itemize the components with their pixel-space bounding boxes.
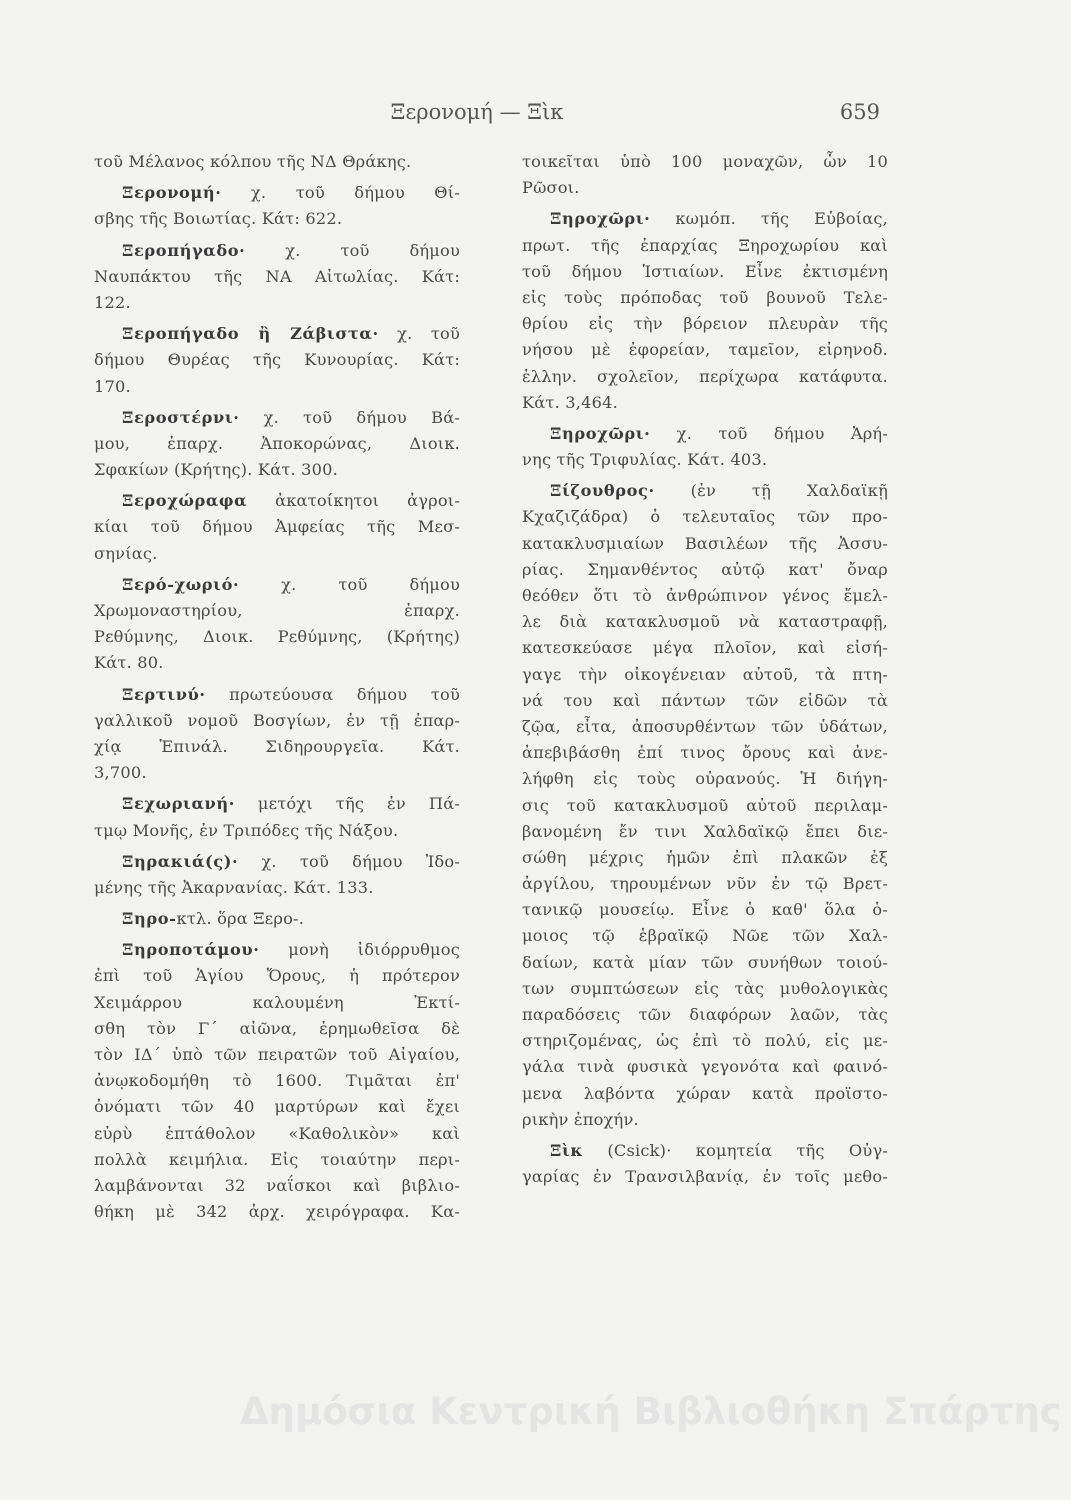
running-header: Ξερονομή — Ξὶκ: [390, 100, 564, 124]
text-line: [522, 285, 888, 311]
text-line: [522, 390, 888, 416]
line-text: 3,700.: [94, 763, 147, 783]
line-text: κίαι τοῦ δήμου Ἀμφείας τῆς Μεσ-: [94, 517, 460, 537]
entry-first-line: [94, 488, 460, 514]
line-text: ὀνόματι τῶν 40 μαρτύρων καὶ ἔχει: [94, 1097, 460, 1117]
line-text: ἀνῳκοδομήθη τὸ 1600. Τιμᾶται ἐπ': [94, 1071, 460, 1091]
line-text: Σφακίων (Κρήτης). Κάτ. 300.: [94, 460, 339, 480]
line-text: τὸν ΙΔ΄ ὑπὸ τῶν πειρατῶν τοῦ Αἰγαίου,: [94, 1045, 460, 1064]
text-line: [94, 347, 460, 373]
line-text: νήσου μὲ ἐφορείαν, ταμεῖον, εἰρηνοδ.: [522, 340, 888, 360]
text-line: [522, 662, 888, 688]
text-line: [522, 531, 888, 557]
line-text: ἐπὶ τοῦ Ἁγίου Ὄρους, ἡ πρότερον: [94, 966, 460, 986]
line-text: γάλα τινὰ φυσικὰ γεγονότα καὶ φαινό-: [522, 1057, 888, 1077]
line-text: Κάτ. 3,464.: [522, 392, 618, 412]
text-line: [94, 206, 460, 232]
entry-first-line: [94, 405, 460, 431]
line-text: ἀπεβιβάσθη ἐπί τινος ὄρους καὶ ἀνε-: [522, 743, 888, 763]
text-line: [94, 374, 460, 400]
line-text: μοιος τῷ ἑβραϊκῷ Νῶε τῶν Χαλ-: [522, 926, 888, 946]
text-line: [522, 766, 888, 792]
text-line: [94, 1173, 460, 1199]
text-line: [522, 583, 888, 609]
line-text: κτλ. ὅρα Ξερο-.: [176, 909, 305, 929]
text-line: [522, 1107, 888, 1133]
text-line: [522, 364, 888, 390]
text-line: [522, 923, 888, 949]
entry-headword: Ξηροχῶρι·: [550, 423, 651, 443]
line-text: χ. τοῦ δήμου Ἰδο-: [238, 851, 460, 871]
entry-headword: Ξερονομή·: [122, 183, 222, 203]
text-line: [94, 1147, 460, 1173]
text-line: [522, 740, 888, 766]
text-line: [522, 1054, 888, 1080]
entry-headword: Ξὶκ: [550, 1140, 584, 1160]
line-text: χ. τοῦ δήμου Βά-: [239, 407, 460, 427]
text-line: [522, 871, 888, 897]
text-line: [94, 990, 460, 1016]
text-line: [522, 1164, 888, 1190]
line-text: χ. τοῦ δήμου Θί-: [221, 183, 460, 203]
line-text: σώθη μέχρις ἡμῶν ἐπὶ πλακῶν ἐξ: [522, 847, 888, 867]
line-text: μου, ἐπαρχ. Ἀποκορώνας, Διοικ.: [94, 433, 460, 453]
page-number: 659: [839, 100, 880, 124]
entry-headword: Ξηροποτάμου·: [122, 940, 260, 960]
line-text: τοικεῖται ὑπὸ 100 μοναχῶν, ὧν 10: [522, 152, 888, 171]
entry-first-line: [94, 180, 460, 206]
text-line: [94, 963, 460, 989]
line-text: δαίων, κατὰ μίαν τῶν συνήθων τοιού-: [522, 952, 888, 972]
text-line: [94, 818, 460, 844]
line-text: πολλὰ κειμήλια. Εἰς τοιαύτην περι-: [94, 1149, 460, 1169]
entry-headword: Ξεχωριανή·: [122, 794, 235, 814]
line-text: χ. τοῦ δήμου: [239, 574, 460, 594]
entry-headword: Ξηρακιά(ς)·: [122, 851, 239, 871]
line-text: εὐρὺ ἑπτάθολον «Καθολικὸν» καὶ: [94, 1123, 460, 1143]
text-line: [94, 264, 460, 290]
text-line: [94, 1016, 460, 1042]
entry-headword: Ξεροπήγαδο·: [122, 240, 246, 260]
line-text: Κχαζιζάδρα) ὁ τελευταῖος τῶν προ-: [522, 507, 888, 527]
text-line: [94, 1199, 460, 1225]
entry-first-line: [522, 206, 888, 232]
entry-first-line: [94, 682, 460, 708]
line-text: χ. τοῦ: [378, 324, 460, 344]
line-text: Ρεθύμνης, Διοικ. Ρεθύμνης, (Κρήτης): [94, 627, 460, 647]
text-line: [522, 897, 888, 923]
line-text: στηριζομένας, ὡς ἐπὶ τὸ πολύ, εἰς με-: [522, 1031, 888, 1051]
line-text: κωμόπ. τῆς Εὐβοίας,: [650, 209, 888, 229]
line-text: γαρίας ἐν Τρανσιλβανίᾳ, ἐν τοῖς μεθο-: [522, 1167, 888, 1187]
line-text: χ. τοῦ δήμου Ἀρή-: [650, 423, 888, 443]
line-text: μονὴ ἰδιόρρυθμος: [259, 940, 460, 960]
text-line: [94, 457, 460, 483]
entry-first-line: [94, 321, 460, 347]
entry-headword: Ξηροχῶρι·: [550, 209, 651, 229]
text-line: [522, 447, 888, 473]
entry-headword: Ξερό-χωριό·: [122, 574, 240, 594]
line-text: 170.: [94, 376, 131, 396]
entry-first-line: [94, 906, 460, 932]
text-line: [522, 337, 888, 363]
text-line: [94, 1094, 460, 1120]
text-line: [94, 598, 460, 624]
text-line: [522, 311, 888, 337]
line-text: παραδόσεις τῶν διαφόρων λαῶν, τὰς: [522, 1005, 888, 1024]
entry-first-line: [94, 849, 460, 875]
line-text: σθη τὸν Γ΄ αἰῶνα, ἐρημωθεῖσα δὲ: [94, 1018, 460, 1038]
text-line: [94, 650, 460, 676]
entry-first-line: [522, 421, 888, 447]
text-line: [522, 504, 888, 530]
line-text: λαμβάνονται 32 ναΐσκοι καὶ βιβλιο-: [94, 1175, 460, 1195]
line-text: δήμου Θυρέας τῆς Κυνουρίας. Κάτ:: [94, 350, 460, 370]
line-text: Ναυπάκτου τῆς ΝΑ Αἰτωλίας. Κάτ:: [94, 266, 460, 286]
text-line: [94, 290, 460, 316]
line-text: ἑλλην. σχολεῖον, περίχωρα κατάφυτα.: [522, 366, 888, 386]
right-column: [522, 149, 888, 1190]
line-text: κατακλυσμιαίων Βασιλέων τῆς Ἀσσυ-: [522, 533, 888, 553]
line-text: λε διὰ κατακλυσμοῦ νὰ καταστραφῇ,: [522, 612, 888, 632]
text-line: [94, 149, 460, 175]
line-text: τμῳ Μονῆς, ἐν Τριπόδες τῆς Νάξου.: [94, 820, 399, 840]
line-text: εἰς τοὺς πρόποδας τοῦ βουνοῦ Τελε-: [522, 287, 888, 307]
line-text: σβης τῆς Βοιωτίας. Κάτ: 622.: [94, 209, 343, 229]
text-line: [94, 760, 460, 786]
text-line: [522, 609, 888, 635]
line-text: κατεσκεύασε μέγα πλοῖον, καὶ εἰσή-: [522, 638, 888, 658]
text-line: [522, 557, 888, 583]
text-line: [522, 819, 888, 845]
text-line: [522, 950, 888, 976]
entry-headword: Ξηρο-: [122, 909, 177, 929]
line-text: ρίας. Σημανθέντος αὐτῷ κατ' ὄναρ: [522, 559, 888, 579]
line-text: Χειμάρρου καλουμένη Ἐκτί-: [94, 992, 460, 1012]
line-text: πρωτ. τῆς ἐπαρχίας Ξηροχωρίου καὶ: [522, 235, 888, 255]
text-line: [94, 875, 460, 901]
entry-first-line: [522, 1138, 888, 1164]
entry-headword: Ξίζουθρος·: [550, 481, 655, 501]
line-text: θεόθεν ὅτι τὸ ἀνθρώπινον γένος ἔμελ-: [522, 586, 888, 605]
text-line: [522, 714, 888, 740]
left-column: [94, 149, 460, 1225]
entry-first-line: [94, 572, 460, 598]
line-text: νης τῆς Τριφυλίας. Κάτ. 403.: [522, 450, 768, 470]
line-text: σις τοῦ κατακλυσμοῦ αὐτοῦ περιλαμ-: [522, 795, 888, 815]
text-line: [94, 541, 460, 567]
entry-headword: Ξερτινύ·: [122, 684, 206, 704]
line-text: νά του καὶ πάντων τῶν εἰδῶν τὰ: [522, 690, 888, 710]
line-text: ζῷα, εἶτα, ἀποσυρθέντων τῶν ὑδάτων,: [522, 716, 888, 736]
line-text: των συμπτώσεων εἰς τὰς μυθολογικὰς: [522, 978, 888, 998]
line-text: γαλλικοῦ νομοῦ Βοσγίων, ἐν τῇ ἐπαρ-: [94, 710, 460, 730]
text-line: [522, 1002, 888, 1028]
text-line: [522, 149, 888, 175]
line-text: τοῦ δήμου Ἱστιαίων. Εἶνε ἐκτισμένη: [522, 261, 888, 281]
entry-first-line: [94, 238, 460, 264]
text-line: [94, 1068, 460, 1094]
line-text: μενα λαβόντα χώραν κατὰ προϊστο-: [522, 1083, 888, 1103]
entry-first-line: [94, 791, 460, 817]
text-line: [94, 431, 460, 457]
text-line: [522, 635, 888, 661]
text-line: [522, 233, 888, 259]
line-text: πρωτεύουσα δήμου τοῦ: [205, 684, 460, 704]
line-text: ρικὴν ἐποχήν.: [522, 1109, 639, 1129]
line-text: Κάτ. 80.: [94, 653, 164, 673]
entry-headword: Ξεροχώραφα: [122, 491, 248, 511]
text-line: [94, 1042, 460, 1068]
text-line: [522, 1028, 888, 1054]
text-line: [94, 514, 460, 540]
text-line: [522, 688, 888, 714]
text-line: [94, 734, 460, 760]
line-text: τοῦ Μέλανος κόλπου τῆς ΝΔ Θράκης.: [94, 152, 412, 171]
line-text: (Csick)· κομητεία τῆς Οὐγ-: [583, 1140, 888, 1160]
line-text: χ. τοῦ δήμου: [245, 240, 460, 260]
text-line: [522, 793, 888, 819]
entry-first-line: [522, 478, 888, 504]
text-line: [522, 259, 888, 285]
entry-headword: Ξεροστέρνι·: [122, 407, 240, 427]
line-text: τανικῷ μουσείῳ. Εἶνε ὁ καθ' ὅλα ὁ-: [522, 900, 888, 920]
line-text: σηνίας.: [94, 543, 158, 563]
line-text: (ἐν τῇ Χαλδαϊκῇ: [654, 481, 888, 501]
line-text: λήφθη εἰς τοὺς οὐρανούς. Ἡ διήγη-: [522, 769, 888, 789]
library-watermark: Δημόσια Κεντρική Βιβλιοθήκη Σπάρτης: [240, 1390, 1062, 1433]
line-text: 122.: [94, 292, 131, 312]
line-text: χίᾳ Ἐπινάλ. Σιδηρουργεῖα. Κάτ.: [94, 736, 460, 756]
line-text: μένης τῆς Ἀκαρνανίας. Κάτ. 133.: [94, 877, 374, 897]
line-text: Χρωμοναστηρίου, ἐπαρχ.: [94, 601, 460, 620]
text-line: [94, 1121, 460, 1147]
entry-headword: Ξεροπήγαδο ἢ Ζάβιστα·: [122, 324, 379, 344]
line-text: γαγε τὴν οἰκογένειαν αὐτοῦ, τὰ πτη-: [522, 664, 888, 684]
text-line: [94, 708, 460, 734]
text-line: [522, 175, 888, 201]
text-line: [522, 976, 888, 1002]
line-text: Ρῶσοι.: [522, 178, 580, 198]
line-text: ἀργίλου, τηρουμένων νῦν ἐν τῷ Βρετ-: [522, 874, 888, 894]
line-text: βανομένη ἔν τινι Χαλδαϊκῷ ἔπει διε-: [522, 821, 888, 841]
line-text: θρίου εἰς τὴν βόρειον πλευρὰν τῆς: [522, 314, 888, 334]
text-line: [94, 624, 460, 650]
line-text: μετόχι τῆς ἐν Πά-: [234, 794, 460, 814]
entry-first-line: [94, 937, 460, 963]
line-text: ἀκατοίκητοι ἀγροι-: [247, 491, 460, 511]
text-line: [522, 1081, 888, 1107]
text-line: [522, 845, 888, 871]
line-text: θήκη μὲ 342 ἀρχ. χειρόγραφα. Κα-: [94, 1202, 460, 1222]
